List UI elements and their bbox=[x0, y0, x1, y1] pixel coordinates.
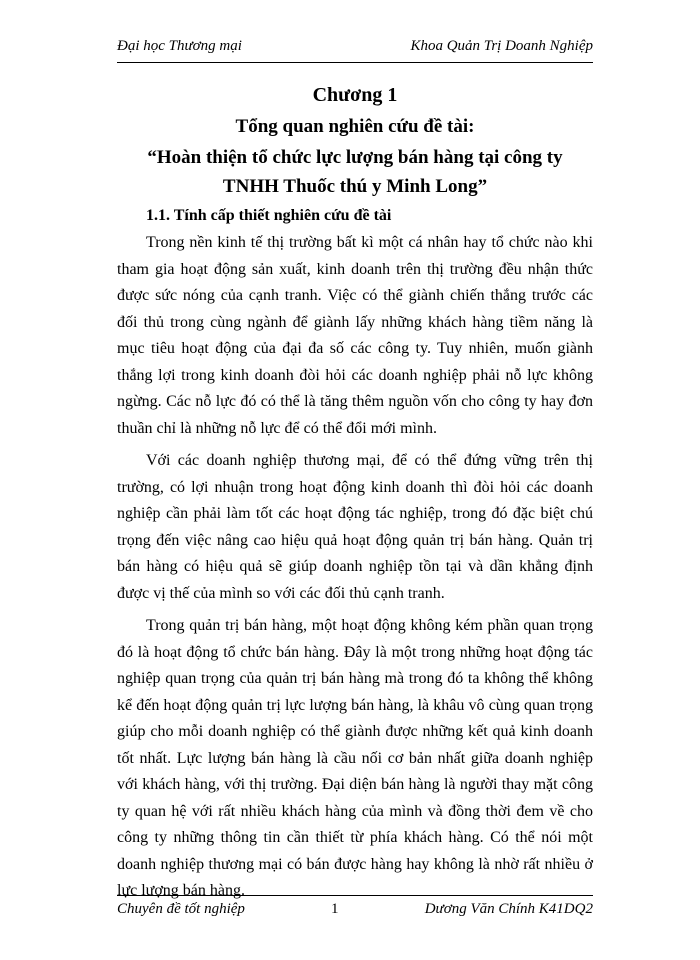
header-university: Đại học Thương mại bbox=[117, 38, 242, 54]
page-footer bbox=[117, 901, 593, 918]
page-number: 1 bbox=[331, 901, 339, 917]
chapter-subtitle: Tổng quan nghiên cứu đề tài: bbox=[235, 116, 475, 137]
section-heading: 1.1. Tính cấp thiết nghiên cứu đề tài bbox=[146, 207, 392, 224]
chapter-title: Chương 1 bbox=[312, 84, 398, 106]
header-divider bbox=[117, 62, 593, 63]
paragraph: Với các doanh nghiệp thương mại, để có thể đứng vững trên thị trường, có lợi nhuận trong hoạt động kinh doanh thì đòi hỏi các doanh nghiệp cần phải làm tốt các hoạt động tác nghiệp, trong đó đặc biệt chú trọng đến việc nâng cao hiệu quả hoạt động quản trị bán hàng. Quản trị bán hàng có hiệu quả sẽ giúp doanh nghiệp tồn tại và dần khẳng định được vị thế của mình so với các đối thủ cạnh tranh. bbox=[117, 452, 593, 602]
topic-title-line-1: “Hoàn thiện tổ chức lực lượng bán hàng tại công ty bbox=[147, 147, 563, 168]
paragraph: Trong nền kinh tế thị trường bất kì một cá nhân hay tổ chức nào khi tham gia hoạt động sản xuất, kinh doanh trên thị trường đều nhận thức được sức nóng của cạnh tranh. Việc có thể giành chiến thắng trước các đối thủ trong cùng ngành để giành lấy những khách hàng tiềm năng là mục tiêu hoạt động của đại đa số các công ty. Tuy nhiên, muốn giành thắng lợi trong kinh doanh đòi hỏi các doanh nghiệp phải nỗ lực không ngừng. Các nỗ lực đó có thể là tăng thêm nguồn vốn cho công ty hay đơn thuần chỉ là những nỗ lực để có thể đổi mới mình. bbox=[117, 234, 593, 437]
topic-title-line-2: TNHH Thuốc thú y Minh Long” bbox=[222, 176, 488, 197]
footer-divider bbox=[117, 895, 593, 896]
footer-author: Dương Văn Chính K41DQ2 bbox=[424, 901, 593, 917]
paragraph: Trong quản trị bán hàng, một hoạt động không kém phần quan trọng đó là hoạt động tổ chức bán hàng. Đây là một trong những hoạt động tác nghiệp quan trọng của quản trị bán hàng mà trong đó ta không thể không kể đến hoạt động quản trị lực lượng bán hàng, là khâu vô cùng quan trọng giúp cho mỗi doanh nghiệp có thể giành được những kết quả kinh doanh tốt nhất. Lực lượng bán hàng là cầu nối cơ bản nhất giữa doanh nghiệp với khách hàng, với thị trường. Đại diện bán hàng là người thay mặt công ty quan hệ với rất nhiều khách hàng của mình và đồng thời đem về cho công ty những thông tin cần thiết từ phía khách hàng. Có thể nói một doanh nghiệp thương mại có bán được hàng hay không là nhờ rất nhiều ở lực lượng bán hàng. bbox=[117, 617, 593, 899]
footer-document-type: Chuyên đề tốt nghiệp bbox=[117, 901, 245, 917]
header-faculty: Khoa Quản Trị Doanh Nghiệp bbox=[410, 38, 593, 54]
page-header bbox=[117, 38, 593, 55]
body-text bbox=[117, 230, 593, 911]
